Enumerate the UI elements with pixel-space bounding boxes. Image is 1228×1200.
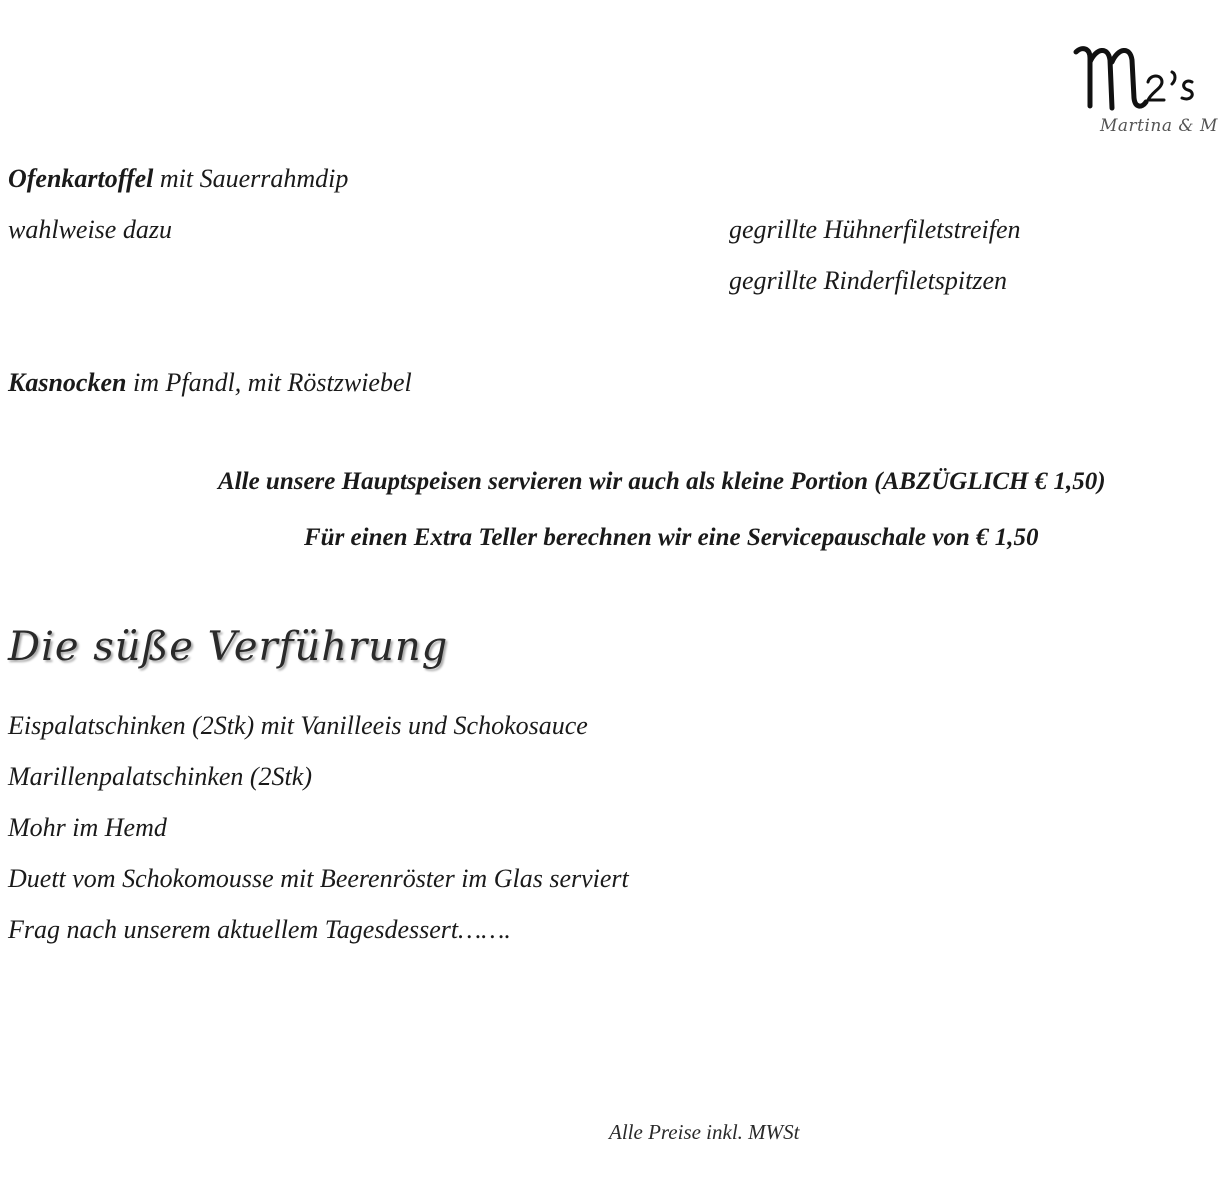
- notice-small-portion: Alle unsere Hauptspeisen servieren wir auch als kleine Portion (ABZÜGLICH € 1,50): [218, 468, 1106, 495]
- section-heading-dessert: Die süße Verführung: [8, 624, 449, 670]
- option-item: gegrillte Hühnerfiletstreifen: [729, 215, 1021, 244]
- menu-item-name: Kasnocken: [8, 368, 127, 397]
- logo-monogram-icon: [1068, 36, 1228, 116]
- dessert-item: Duett vom Schokomousse mit Beerenröster im Glas serviert: [8, 864, 629, 893]
- option-label: wahlweise dazu: [8, 215, 172, 244]
- dessert-item: Marillenpalatschinken (2Stk): [8, 762, 312, 791]
- dessert-item: Eispalatschinken (2Stk) mit Vanilleeis und Schokosauce: [8, 711, 588, 740]
- footer-price-note: Alle Preise inkl. MWSt: [609, 1120, 800, 1144]
- menu-item-description: mit Sauerrahmdip: [153, 164, 349, 193]
- dessert-item: Frag nach unserem aktuellem Tagesdessert…….: [8, 915, 511, 944]
- notice-extra-plate: Für einen Extra Teller berechnen wir eine Servicepauschale von € 1,50: [304, 524, 1039, 551]
- option-item: gegrillte Rinderfiletspitzen: [729, 266, 1008, 295]
- logo-subtitle: Martina & M: [1100, 116, 1218, 136]
- menu-item-ofenkartoffel: [8, 164, 348, 194]
- menu-item-name: Ofenkartoffel: [8, 164, 154, 193]
- menu-item-kasnocken: [8, 368, 412, 398]
- menu-item-description: im Pfandl, mit Röstzwiebel: [126, 368, 412, 397]
- logo: [1068, 36, 1228, 156]
- dessert-item: Mohr im Hemd: [8, 813, 167, 842]
